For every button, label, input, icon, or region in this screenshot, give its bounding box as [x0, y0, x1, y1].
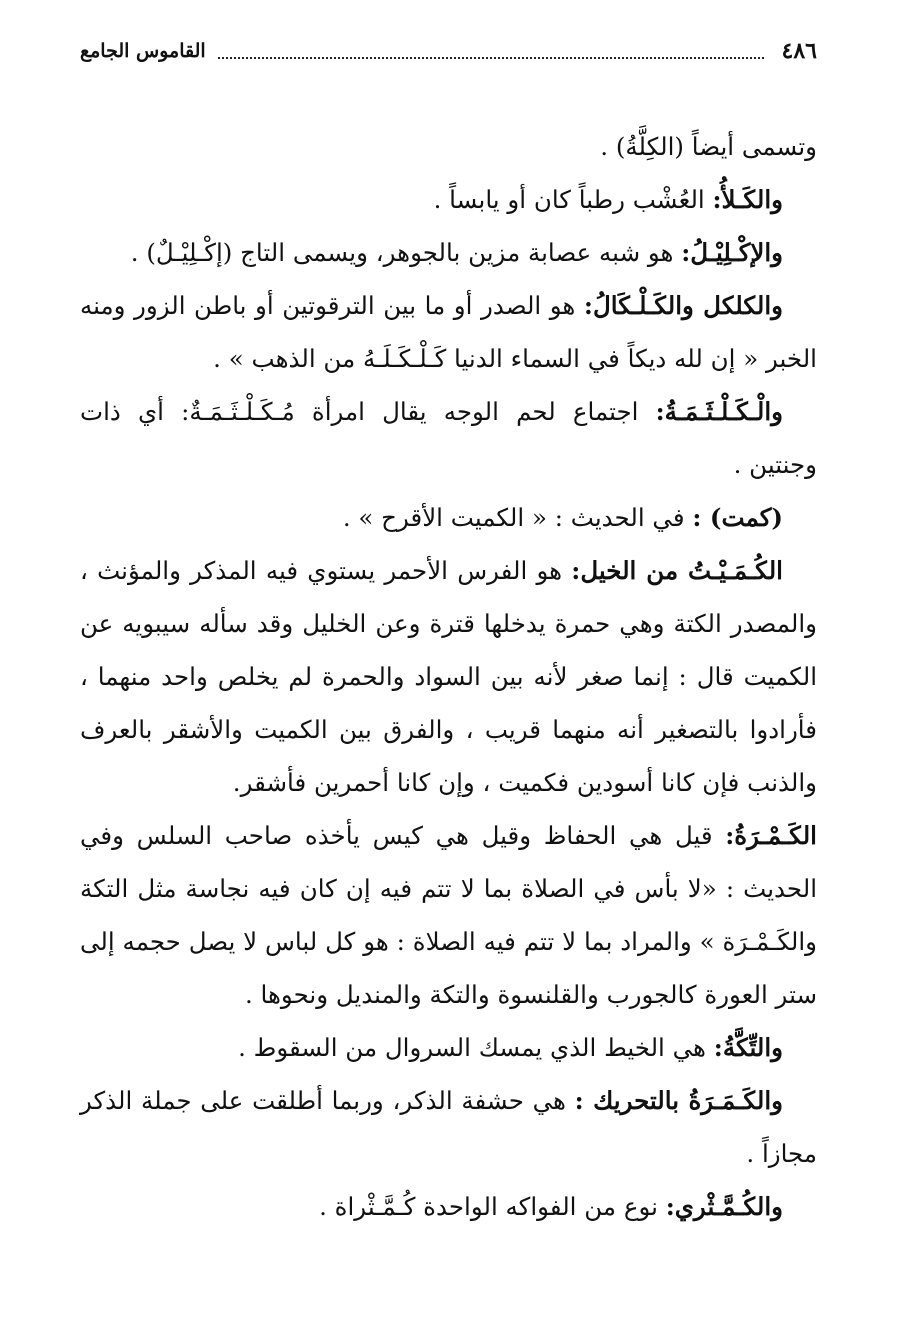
- entry-text: نوع من الفواكه الواحدة كُـمَّـثْراة .: [319, 1192, 666, 1221]
- entry-headword: والتِّكَّةُ:: [713, 1033, 783, 1062]
- entry-paragraph: [80, 226, 817, 279]
- page-number: ٤٨٦: [781, 38, 817, 64]
- entry-text: العُشْب رطباً كان أو يابساً .: [433, 185, 713, 214]
- entry-headword: والكلكل والكَـلْـكَالُ:: [583, 291, 783, 320]
- entry-headword: والكُـمَّـثْري:: [665, 1192, 783, 1221]
- entry-headword: والكَـمَـرَةُ بالتحريك :: [574, 1086, 783, 1115]
- entry-headword: (كمت) :: [692, 503, 783, 532]
- entry-paragraph: [80, 809, 817, 1021]
- dictionary-entries: [80, 120, 817, 1233]
- entry-text: هي حشفة الذكر، وربما أطلقت على جملة الذكر مجازاً .: [80, 1086, 817, 1168]
- leader-dots: [218, 43, 764, 59]
- entry-text: اجتماع لحم الوجه يقال امرأة مُـكَـلْـثَـمَـةٌ: أي ذات وجنتين .: [80, 397, 817, 479]
- entry-headword: الكُـمَـيْـتُ من الخيل:: [571, 556, 783, 585]
- entry-paragraph: [80, 491, 817, 544]
- entry-headword: والكَـلأُ:: [712, 185, 783, 214]
- entry-text: هو الصدر أو ما بين الترقوتين أو باطن الزور ومنه الخبر « إن لله ديكاً في السماء الدنيا كَـلْـكَـلَـهُ من الذهب » .: [80, 291, 817, 373]
- entry-text: هو الفرس الأحمر يستوي فيه المذكر والمؤنث ، والمصدر الكتة وهي حمرة يدخلها قترة وعن الخليل وقد سأله سيبويه عن الكميت قال : إنما صغر لأنه بين السواد والحمرة لم يخلص واحد منهما ، فأرادوا بالتصغير أنه منهما قريب ، والفرق بين الكميت والأشقر بالعرف والذنب فإن كانا أسودين فكميت ، وإن كانا أحمرين فأشقر.: [80, 556, 817, 797]
- entry-text: وتسمى أيضاً (الكِلَّةُ) .: [600, 132, 817, 161]
- book-title: القاموس الجامع: [80, 40, 206, 62]
- entry-headword: والْـكَـلْـثَـمَـةُ:: [655, 397, 783, 426]
- entry-paragraph: [80, 1074, 817, 1180]
- entry-paragraph: [80, 1021, 817, 1074]
- entry-paragraph: [80, 1180, 817, 1233]
- entry-text: هي الخيط الذي يمسك السروال من السقوط .: [238, 1033, 714, 1062]
- entry-text: في الحديث : « الكميت الأقرح » .: [342, 503, 693, 532]
- entry-headword: والإكْـلِيْـلُ:: [681, 238, 783, 267]
- entry-paragraph: [80, 385, 817, 491]
- entry-paragraph: [80, 173, 817, 226]
- running-head: [80, 34, 817, 68]
- entry-text: هو شبه عصابة مزين بالجوهر، ويسمى التاج (إكْـلِيْـلٌ) .: [130, 238, 682, 267]
- entry-paragraph: [80, 279, 817, 385]
- entry-paragraph: [80, 544, 817, 809]
- entry-paragraph: [80, 120, 817, 173]
- entry-headword: الكَـمْـرَةُ:: [725, 821, 817, 850]
- entry-text: قيل هي الحفاظ وقيل هي كيس يأخذه صاحب السلس وفي الحديث : «لا بأس في الصلاة بما لا تتم فيه إن كان فيه نجاسة مثل التكة والكَـمْـرَة » والمراد بما لا تتم فيه الصلاة : هو كل لباس لا يصل حجمه إلى ستر العورة كالجورب والقلنسوة والتكة والمنديل ونحوها .: [80, 821, 817, 1009]
